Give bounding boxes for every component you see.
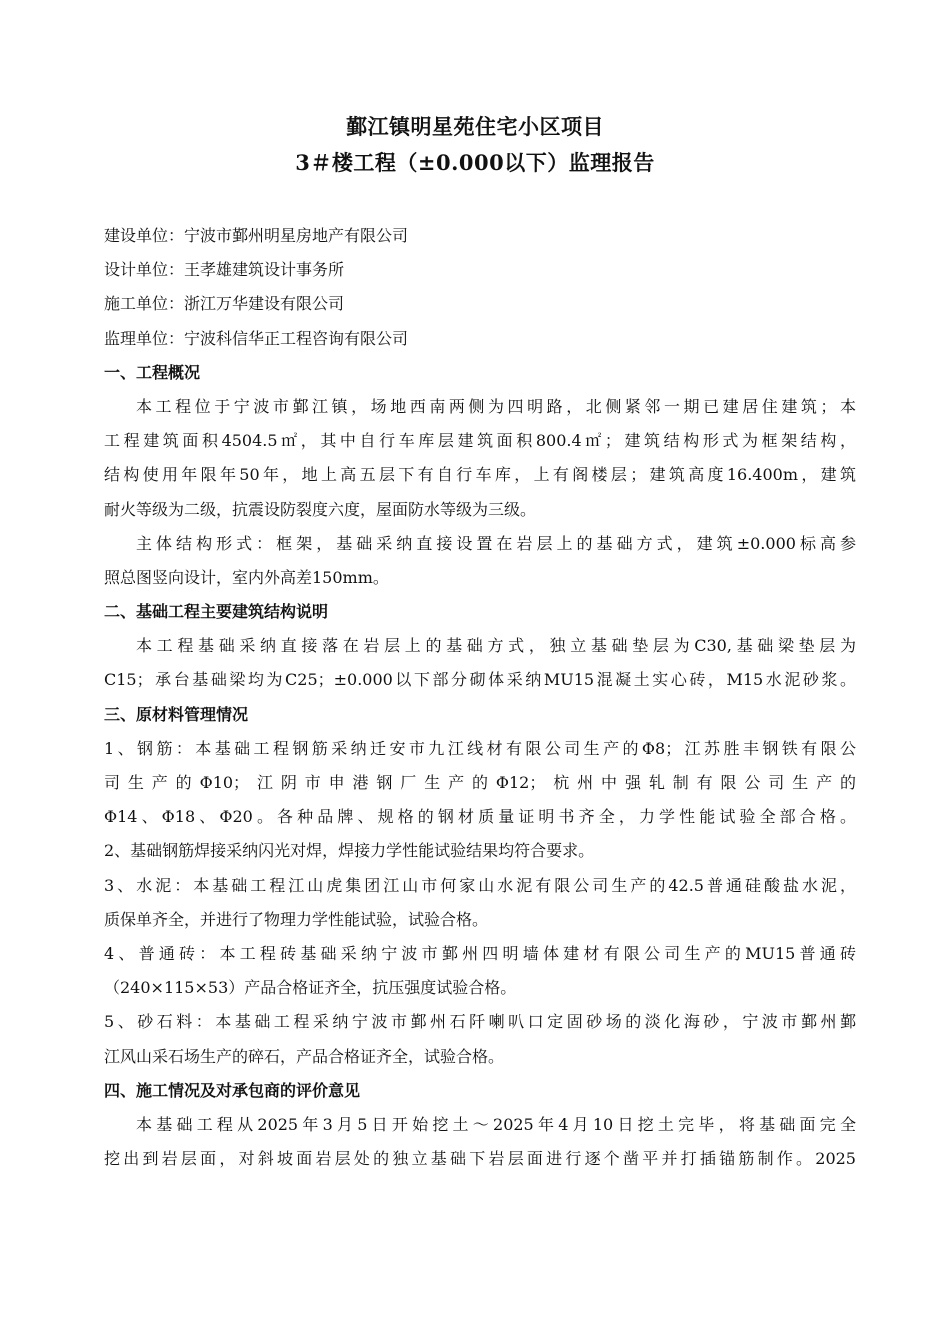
section-heading-overview: 一、工程概况	[104, 362, 201, 382]
paragraph-line: 本工程位于宁波市鄞江镇，场地西南两侧为四明路，北侧紧邻一期已建居住建筑；本	[136, 396, 856, 416]
builder-unit: 施工单位：浙江万华建设有限公司	[104, 294, 345, 314]
section-heading-materials: 三、原材料管理情况	[104, 704, 249, 724]
list-item-line: （240×115×53）产品合格证齐全，抗压强度试验合格。	[104, 978, 517, 998]
list-item-line: 司生产的Φ10；江阴市申港钢厂生产的Φ12；杭州中强轧制有限公司生产的	[104, 773, 856, 792]
document-body	[104, 219, 856, 1176]
supervision-unit: 监理单位：宁波科信华正工程咨询有限公司	[104, 328, 409, 348]
paragraph-line: 主体结构形式：框架，基础采纳直接设置在岩层上的基础方式，建筑±0.000标高参	[136, 533, 856, 553]
document-title-line1: 鄞江镇明星苑住宅小区项目	[346, 114, 604, 139]
list-item-line: Φ14、Φ18、Φ20。各种品牌、规格的钢材质量证明书齐全，力学性能试验全部合格。	[104, 807, 856, 827]
list-item-line: 1、钢筋：本基础工程钢筋采纳迁安市九江线材有限公司生产的Φ8；江苏胜丰钢铁有限公	[104, 738, 856, 758]
paragraph-line: C15；承台基础梁均为C25；±0.000以下部分砌体采纳MU15混凝土实心砖，M15水泥砂浆。	[104, 670, 856, 690]
list-item-line: 4、普通砖：本工程砖基础采纳宁波市鄞州四明墙体建材有限公司生产的MU15普通砖	[104, 943, 856, 963]
paragraph-line: 工程建筑面积4504.5㎡，其中自行车库层建筑面积800.4㎡；建筑结构形式为框架结构，	[104, 431, 856, 451]
list-item-line: 2、基础钢筋焊接采纳闪光对焊，焊接力学性能试验结果均符合要求。	[104, 841, 595, 861]
list-item-line: 5、砂石料：本基础工程采纳宁波市鄞州石阡喇叭口定固砂场的淡化海砂，宁波市鄞州鄞	[104, 1012, 856, 1032]
construction-unit: 建设单位：宁波市鄞州明星房地产有限公司	[104, 226, 409, 245]
list-item-line: 质保单齐全，并进行了物理力学性能试验，试验合格。	[104, 909, 489, 929]
paragraph-line: 照总图竖向设计，室内外高差150mm。	[104, 567, 389, 587]
document-title-line2: 3＃楼工程（±0.000以下）监理报告	[295, 150, 655, 175]
paragraph-line: 耐火等级为二级，抗震设防裂度六度，屋面防水等级为三级。	[104, 499, 537, 519]
paragraph-line: 结构使用年限年50年，地上高五层下有自行车库，上有阁楼层；建筑高度16.400m，建筑	[104, 465, 856, 485]
list-item-line: 江风山采石场生产的碎石，产品合格证齐全，试验合格。	[104, 1046, 505, 1066]
paragraph-line: 本基础工程从2025年3月5日开始挖土～2025年4月10日挖土完毕，将基础面完全	[136, 1114, 856, 1134]
paragraph-line: 挖出到岩层面，对斜坡面岩层处的独立基础下岩层面进行逐个凿平并打插锚筋制作。2025	[104, 1149, 856, 1169]
section-heading-construction: 四、施工情况及对承包商的评价意见	[104, 1080, 361, 1100]
design-unit: 设计单位：王孝雄建筑设计事务所	[104, 260, 345, 280]
list-item-line: 3、水泥：本基础工程江山虎集团江山市何家山水泥有限公司生产的42.5普通硅酸盐水泥，	[104, 875, 856, 895]
paragraph-line: 本工程基础采纳直接落在岩层上的基础方式，独立基础垫层为C30,基础梁垫层为	[136, 636, 856, 656]
section-heading-structure: 二、基础工程主要建筑结构说明	[104, 602, 329, 622]
